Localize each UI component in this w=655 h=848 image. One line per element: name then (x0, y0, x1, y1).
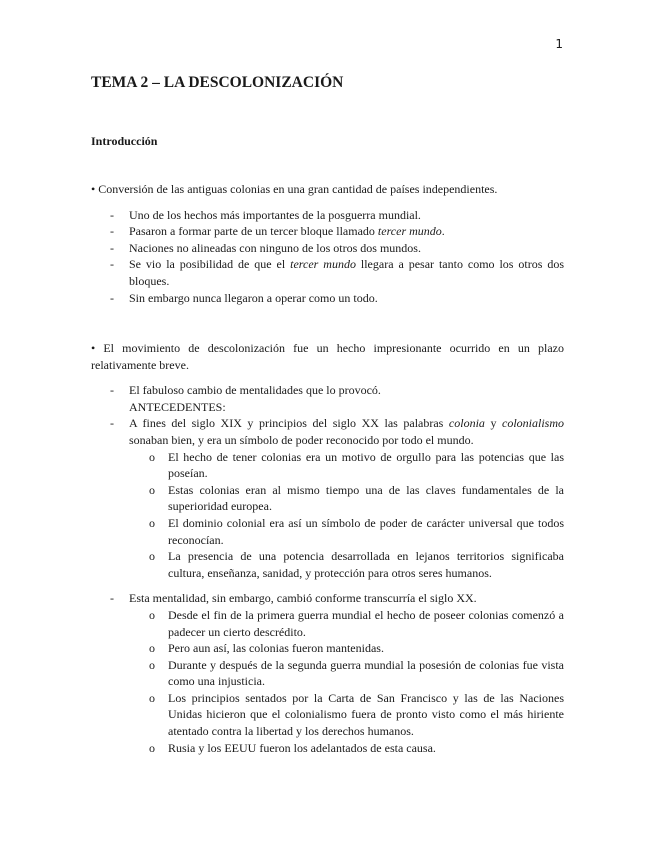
antecedentes-heading: ANTECEDENTES: (129, 399, 226, 414)
dash-marker: - (110, 207, 114, 222)
bullet-marker: o (149, 740, 155, 755)
list-item-text: y (484, 416, 503, 431)
list-item (91, 223, 564, 240)
document-title: TEMA 2 – LA DESCOLONIZACIÓN (91, 74, 344, 91)
sub-list-item (91, 515, 564, 548)
list-item-text: A fines del siglo XIX y principios del siglo XX las palabras (129, 416, 449, 431)
sub-list-item (91, 640, 564, 657)
list-item (91, 382, 564, 399)
list-item-text: Esta mentalidad, sin embargo, cambió conforme transcurría el siglo XX. (129, 591, 477, 606)
sub-list-item-text: La presencia de una potencia desarrollada en lejanos territorios significaba cultura, enseñanza, sanidad, y protección para otros seres humanos. (168, 549, 564, 580)
sub-list-item (91, 607, 564, 640)
sub-list-item-text: El hecho de tener colonias era un motivo de orgullo para las potencias que las poseían. (168, 449, 564, 481)
italic-term: tercer mundo (290, 257, 356, 272)
sub-list-item-text: Los principios sentados por la Carta de San Francisco y las de las Naciones Unidas hicieron que el colonialismo fuera de pronto visto como el más hiriente atentado contra la libertad y los derechos humanos. (168, 690, 564, 739)
dash-marker: - (110, 383, 114, 398)
sub-list-item-text: Estas colonias eran al mismo tiempo una de las claves fundamentales de la superioridad europea. (168, 482, 564, 514)
list-item-text: sonaban bien, y era un símbolo de poder reconocido por todo el mundo. (129, 432, 474, 447)
dash-marker: - (110, 290, 114, 305)
list-item-text: llegara a pesar tanto como los otros dos bloques. (129, 257, 564, 288)
dash-list (91, 590, 564, 607)
sub-list-item (91, 690, 564, 740)
list-item (91, 415, 564, 448)
sub-list (91, 449, 564, 582)
sub-list-item-text: Desde el fin de la primera guerra mundial el hecho de poseer colonias comenzó a padecer un cierto descrédito. (168, 607, 564, 639)
list-item (91, 207, 564, 224)
bullet-marker: o (149, 482, 155, 497)
list-item (91, 590, 564, 607)
italic-term: colonialismo (502, 416, 565, 431)
list-item (91, 256, 564, 289)
section-lead: • El movimiento de descolonización fue un hecho impresionante ocurrido en un plazo relativamente breve. (91, 341, 564, 372)
dash-marker: - (110, 591, 114, 606)
list-item-text: Naciones no alineadas con ninguno de los otros dos mundos. (129, 240, 421, 255)
bullet-marker: o (149, 549, 155, 564)
list-item-text: Se vio la posibilidad de que el (129, 257, 291, 272)
page-number: 1 (555, 37, 563, 51)
list-item-text: El fabuloso cambio de mentalidades que lo provocó. (129, 383, 381, 398)
section-conversion (91, 181, 564, 306)
sub-list-item (91, 657, 564, 690)
bullet-marker: o (149, 449, 155, 464)
bullet-marker: o (149, 690, 155, 705)
list-item (91, 240, 564, 257)
bullet-marker: o (149, 657, 155, 672)
dash-marker: - (110, 257, 114, 272)
sub-list-item (91, 482, 564, 515)
sub-list-item (91, 548, 564, 581)
dash-marker: - (110, 224, 114, 239)
list-item-text: Sin embargo nunca llegaron a operar como un todo. (129, 290, 378, 305)
bullet-marker: o (149, 515, 155, 530)
section-descolonizacion (91, 340, 564, 756)
sub-list-item-text: Rusia y los EEUU fueron los adelantados de esta causa. (168, 740, 436, 755)
list-item-text: Uno de los hechos más importantes de la posguerra mundial. (129, 207, 421, 222)
section-heading-introduccion: Introducción (91, 134, 158, 148)
list-item (91, 290, 564, 307)
sub-list-item-text: El dominio colonial era así un símbolo de poder de carácter universal que todos reconocían. (168, 515, 564, 547)
dash-list (91, 207, 564, 307)
sub-list-item (91, 740, 564, 757)
dash-marker: - (110, 416, 114, 431)
sub-list-item (91, 449, 564, 482)
italic-term: tercer mundo (377, 224, 442, 239)
dash-list (91, 382, 564, 448)
bullet-marker: o (149, 641, 155, 656)
list-item-text: . (441, 224, 445, 239)
dash-marker: - (110, 240, 114, 255)
sub-list-item-text: Durante y después de la segunda guerra mundial la posesión de colonias fue vista como una injusticia. (168, 657, 564, 689)
sub-list-item-text: Pero aun así, las colonias fueron mantenidas. (168, 641, 384, 656)
italic-term: colonia (448, 416, 485, 431)
list-item-text: Pasaron a formar parte de un tercer bloque llamado (129, 224, 378, 239)
section-lead: • Conversión de las antiguas colonias en una gran cantidad de países independientes. (91, 182, 498, 196)
sub-list (91, 607, 564, 756)
bullet-marker: o (149, 607, 155, 622)
